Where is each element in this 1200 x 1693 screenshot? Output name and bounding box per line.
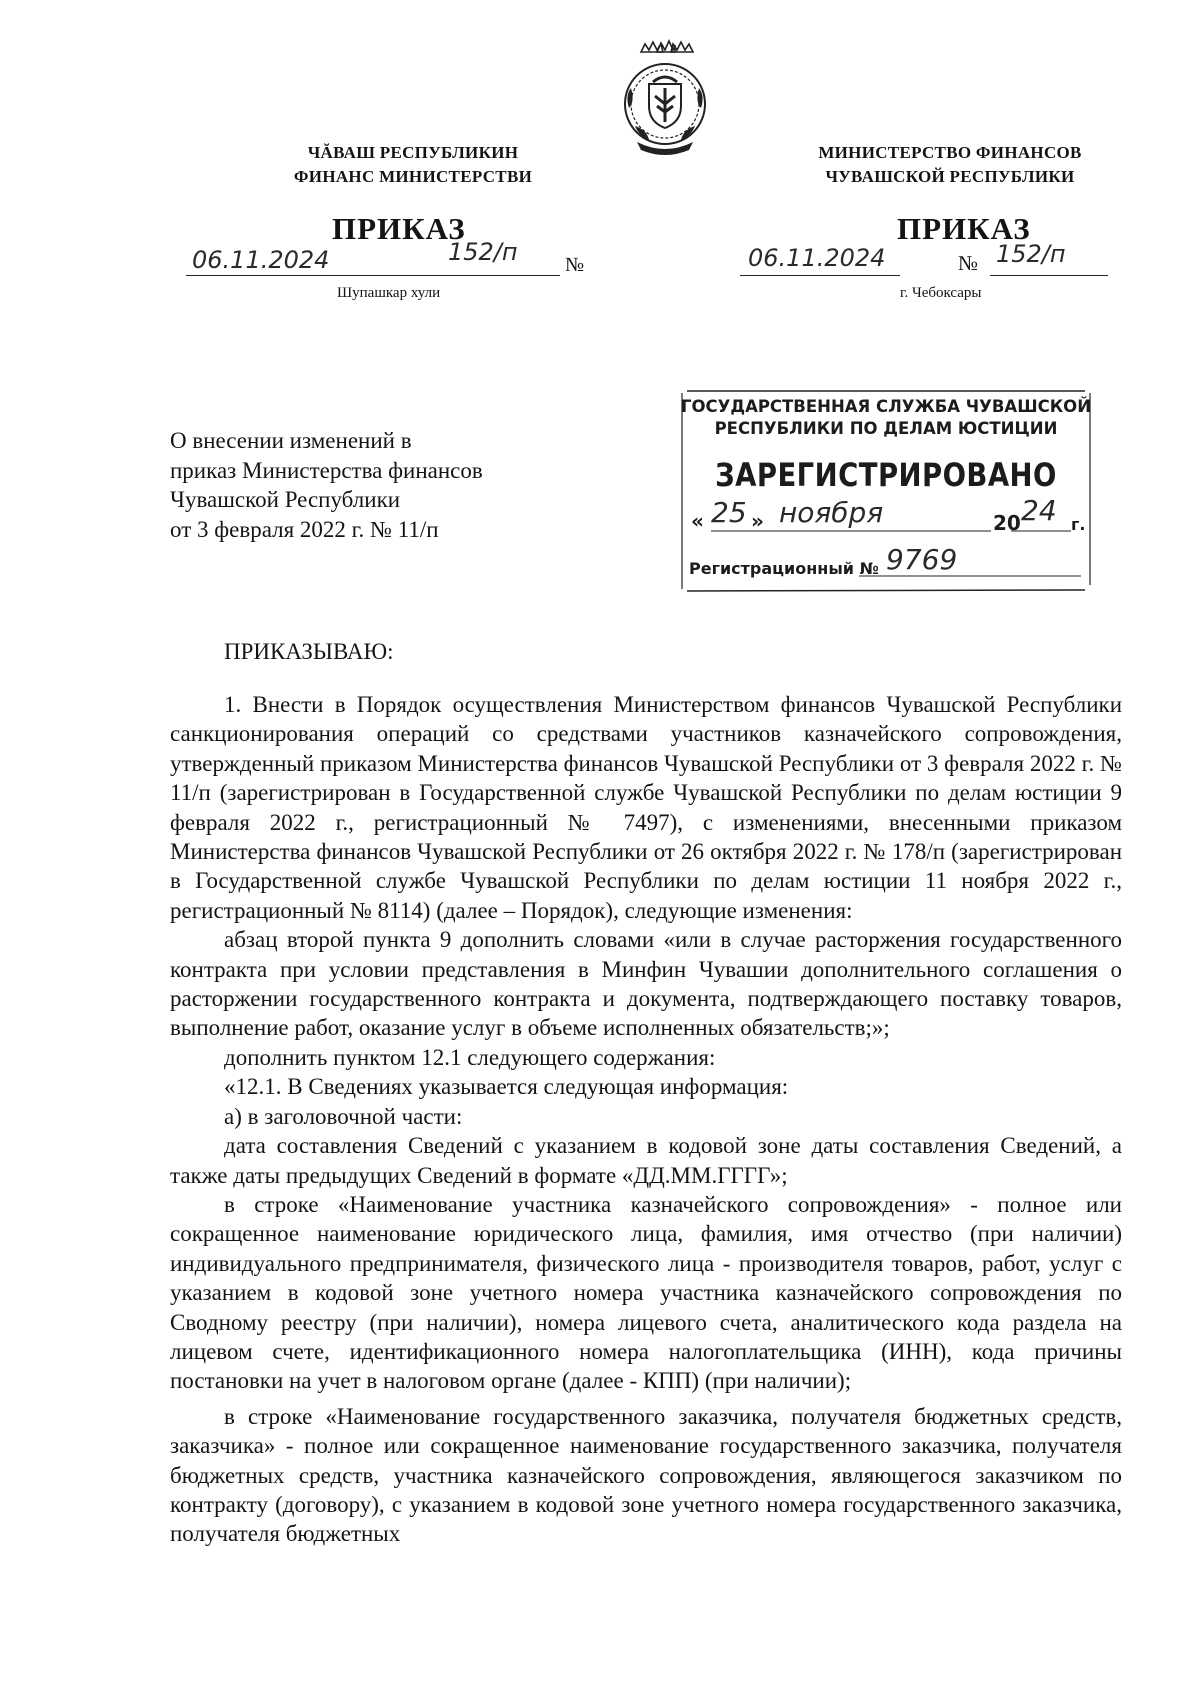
stamp-line2: РЕСПУБЛИКИ ПО ДЕЛАМ ЮСТИЦИИ [714,419,1058,438]
paragraph: 1. Внести в Порядок осуществления Министерством финансов Чувашской Республики санкционирования операций со средствами участников казначейского сопровождения, утвержденный приказом Министерства финансов Чувашской Республики от 3 февраля 2022 г. № 11/п (зарегистрирован в Государственной службе Чувашской Республики по делам юстиции 9 февраля 2022 г., регистрационный № 7497), с изменениями, внесенными приказом Министерства финансов Чувашской Республики от 26 октября 2022 г. № 178/п (зарегистрирован в Государственной службе Чувашской Республики по делам юстиции 11 ноября 2022 г., регистрационный № 8114) (далее – Порядок), следующие изменения: [170,692,1122,923]
header-right [770,141,1130,189]
subject-line3: Чувашской Республики [170,487,401,512]
date-underline-right [740,275,900,276]
number-right-handwritten: 152/п [996,240,1066,268]
paragraph: дополнить пунктом 12.1 следующего содержания: [224,1044,716,1070]
stamp-year-handwritten: 24 [1021,494,1057,527]
paragraph: «12.1. В Сведениях указывается следующая информация: [224,1074,789,1100]
date-number-underline-left [186,275,560,276]
paragraph: в строке «Наименование участника казначейского сопровождения» - полное или сокращенное наименование юридического лица, фамилия, имя отчество (при наличии) индивидуального предпринимателя, физического лица - производителя товаров, работ, услуг с указанием в кодовой зоне учетного номера участника казначейского сопровождения по Сводному реестру (при наличии), номера лицевого счета, аналитического кода раздела на лицевом счете, идентификационного номера налогоплательщика (ИНН), кода причины постановки на учет в налоговом органе (далее - КПП) (при наличии); [170,1191,1122,1394]
order-word: ПРИКАЗЫВАЮ: [224,639,394,664]
header-right-line2: ЧУВАШСКОЙ РЕСПУБЛИКИ [825,167,1075,186]
header-left [233,141,593,189]
number-left-handwritten: 152/п [448,238,518,266]
subject-line1: О внесении изменений в [170,428,412,453]
paragraph: дата составления Сведений с указанием в кодовой зоне даты составления Сведений, а также даты предыдущих Сведений в формате «ДД.ММ.ГГГГ»; [170,1133,1122,1188]
paragraph: а) в заголовочной части: [224,1103,463,1129]
document-subject [170,426,483,544]
stamp-year-suffix: г. [1071,515,1086,534]
paragraph: абзац второй пункта 9 дополнить словами «или в случае расторжения государственного контракта при условии представления в Минфин Чувашии дополнительного соглашения о расторжении государственного контракта и документа, подтверждающего поставку товаров, выполнение работ, оказание услуг в объеме исполненных обязательств;»; [170,927,1122,1041]
number-sign-right: № [958,251,979,275]
date-right-handwritten: 06.11.2024 [748,244,886,272]
number-underline-right [990,275,1108,276]
header-right-line1: МИНИСТЕРСТВО ФИНАНСОВ [818,143,1082,162]
header-left-line1: ЧĂВАШ РЕСПУБЛИКИН [307,143,519,162]
chuvashia-emblem-icon [619,38,711,156]
stamp-day-handwritten: 25 [711,496,747,529]
stamp-line1: ГОСУДАРСТВЕННАЯ СЛУЖБА ЧУВАШСКОЙ [681,397,1092,416]
stamp-month-handwritten: ноября [779,496,884,529]
registration-stamp [681,389,1091,594]
stamp-regno-label: Регистрационный № [689,559,879,578]
city-left: Шупашкар хули [337,285,441,301]
date-left-handwritten: 06.11.2024 [192,246,330,274]
stamp-registered: ЗАРЕГИСТРИРОВАНО [715,456,1057,494]
subject-line2: приказ Министерства финансов [170,457,483,483]
stamp-regno-handwritten: 9769 [886,543,958,576]
stamp-quote-close: » [751,509,764,533]
document-body [170,690,1122,1549]
prikaz-title-right: ПРИКАЗ [897,211,1031,246]
prikaz-title-left: ПРИКАЗ [332,211,466,246]
paragraph: в строке «Наименование государственного заказчика, получателя бюджетных средств, заказчика» - полное или сокращенное наименование государственного заказчика, получателя бюджетных средств, участника казначейского сопровождения, являющегося заказчиком по контракту (договору), с указанием в кодовой зоне учетного номера государственного заказчика, получателя бюджетных [170,1403,1122,1547]
subject-line4: от 3 февраля 2022 г. № 11/п [170,516,439,542]
stamp-year-prefix: 20 [993,511,1021,535]
header-left-line2: ФИНАНС МИНИСТЕРСТВИ [293,167,533,186]
number-sign-left: № [565,254,585,276]
stamp-quote-open: « [691,509,704,533]
city-right: г. Чебоксары [900,285,982,301]
